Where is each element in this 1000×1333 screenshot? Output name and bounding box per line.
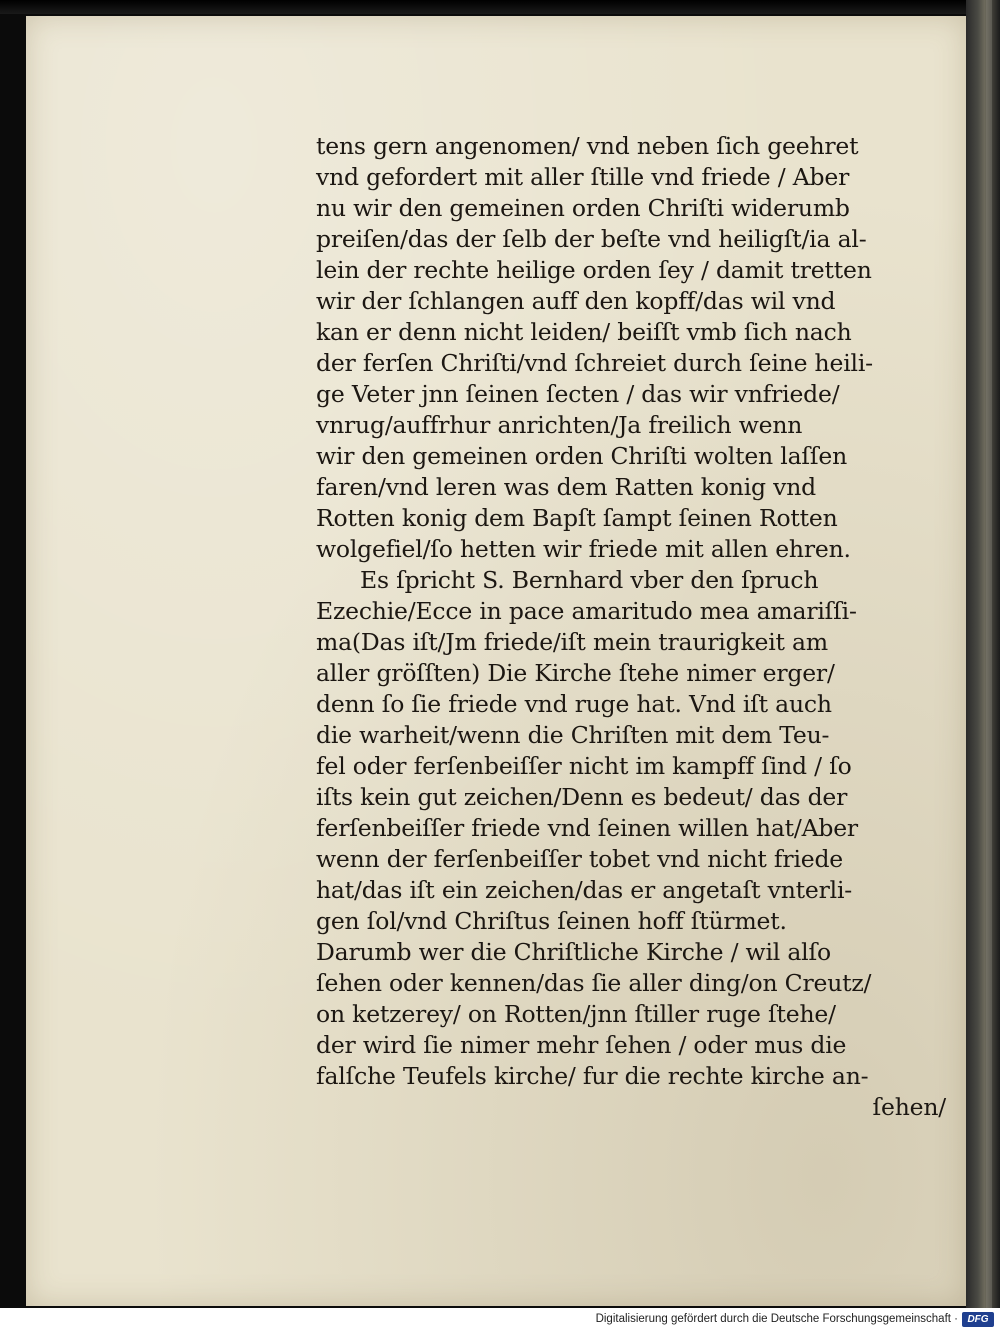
text-line: Darumb wer die Chriſtliche Kirche / wil alſo (316, 938, 831, 966)
text-line: fel oder ferſenbeiſſer nicht im kampff ſind / ſo (316, 752, 852, 780)
text-line: wir der ſchlangen auff den kopff/das wil vnd (316, 287, 836, 315)
text-line: aller gröſſten) Die Kirche ſtehe nimer erger/ (316, 659, 835, 687)
dfg-logo-icon: DFG (962, 1312, 994, 1327)
footer-bar (0, 1308, 1000, 1333)
book-page (26, 16, 966, 1306)
text-line: wir den gemeinen orden Chriſti wolten laſſen (316, 442, 848, 470)
text-line: Es ſpricht S. Bernhard vber den ſpruch (360, 566, 819, 594)
book-spine-highlight (986, 0, 992, 1308)
scan-border-top (0, 0, 1000, 14)
text-line: lein der rechte heilige orden ſey / damit tretten (316, 256, 872, 284)
text-line: Ezechie/Ecce in pace amaritudo mea amariſſi- (316, 597, 857, 625)
text-line: gen ſol/vnd Chriſtus ſeinen hoff ſtürmet. (316, 907, 787, 935)
text-line-catchword: ſehen/ (872, 1093, 946, 1121)
text-line: denn ſo ſie friede vnd ruge hat. Vnd iſt auch (316, 690, 832, 718)
text-line: nu wir den gemeinen orden Chriſti widerumb (316, 194, 850, 222)
text-line: vnd gefordert mit aller ſtille vnd friede / Aber (316, 163, 850, 191)
text-line: tens gern angenomen/ vnd neben ſich geehret (316, 132, 859, 160)
text-line: ge Veter jnn ſeinen ſecten / das wir vnfriede/ (316, 380, 840, 408)
text-line: iſts kein gut zeichen/Denn es bedeut/ das der (316, 783, 848, 811)
text-line: falſche Teufels kirche/ fur die rechte kirche an- (316, 1062, 869, 1090)
text-line: wenn der ferſenbeiſſer tobet vnd nicht friede (316, 845, 844, 873)
text-line: die warheit/wenn die Chriſten mit dem Teu- (316, 721, 830, 749)
text-line: faren/vnd leren was dem Ratten konig vnd (316, 473, 817, 501)
text-line: Rotten konig dem Bapſt ſampt ſeinen Rotten (316, 504, 838, 532)
text-line: ma(Das iſt/Jm friede/iſt mein traurigkeit am (316, 628, 828, 656)
text-line: preiſen/das der ſelb der beſte vnd heiligſt/ia al- (316, 225, 867, 253)
text-line: ſehen oder kennen/das ſie aller ding/on Creutz/ (316, 969, 872, 997)
text-line: hat/das iſt ein zeichen/das er angetaſt vnterli- (316, 876, 853, 904)
text-block (316, 131, 956, 1123)
text-line: on ketzerey/ on Rotten/jnn ſtiller ruge ſtehe/ (316, 1000, 836, 1028)
book-spine-edge (966, 0, 1000, 1308)
text-line: kan er denn nicht leiden/ beiſſt vmb ſich nach (316, 318, 852, 346)
text-line: der wird ſie nimer mehr ſehen / oder mus die (316, 1031, 847, 1059)
text-line: der ferſen Chriſti/vnd ſchreiet durch ſeine heili- (316, 349, 873, 377)
text-line: ferſenbeiſſer friede vnd ſeinen willen hat/Aber (316, 814, 858, 842)
text-line: wolgefiel/ſo hetten wir friede mit allen ehren. (316, 535, 851, 563)
footer-credit: Digitalisierung gefördert durch die Deutsche Forschungsgemeinschaft · (595, 1313, 958, 1325)
text-line: vnrug/auffrhur anrichten/Ja freilich wenn (316, 411, 803, 439)
